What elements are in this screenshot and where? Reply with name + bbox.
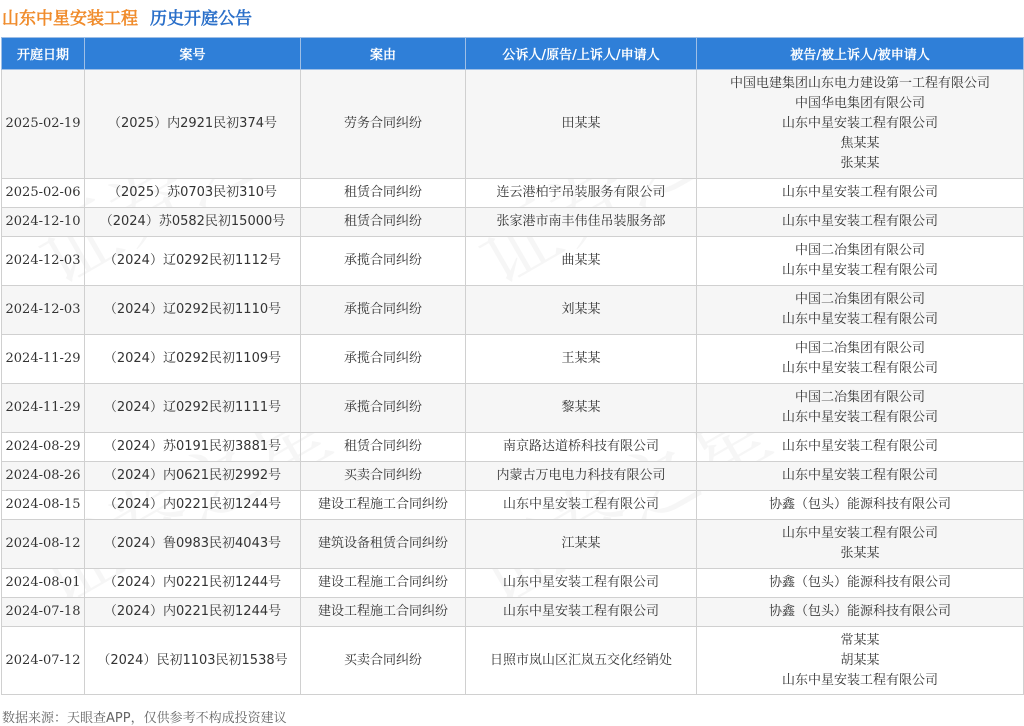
plaintiff-cell: 日照市岚山区汇岚五交化经销处 [466,627,697,695]
table-row [2,286,1024,335]
case-number-cell: （2025）内2921民初374号 [85,70,301,179]
plaintiff-cell: 南京路达道桥科技有限公司 [466,433,697,462]
court-announcements-table [1,37,1024,695]
defendant-cell [697,433,1024,462]
hearing-date-cell: 2024-12-03 [2,286,85,335]
table-row [2,569,1024,598]
hearing-date-cell: 2024-08-26 [2,462,85,491]
hearing-date-cell: 2024-08-29 [2,433,85,462]
column-header-case-number: 案号 [85,38,301,70]
hearing-date-cell: 2024-08-12 [2,520,85,569]
table-row [2,433,1024,462]
data-source-note: 数据来源：天眼查APP，仅供参考不构成投资建议 [2,711,287,726]
column-header-defendant: 被告/被上诉人/被申请人 [697,38,1024,70]
defendant-name: 协鑫（包头）能源科技有限公司 [768,575,951,590]
case-number-cell: （2024）辽0292民初1109号 [85,335,301,384]
table-row [2,520,1024,569]
defendant-name: 山东中星安装工程有限公司 [781,410,938,425]
plaintiff-cell: 山东中星安装工程有限公司 [466,569,697,598]
defendant-cell [697,384,1024,433]
table-row [2,70,1024,179]
table-row [2,237,1024,286]
defendant-name: 山东中星安装工程有限公司 [781,468,938,483]
defendant-name: 山东中星安装工程有限公司 [781,185,938,200]
defendant-name: 焦某某 [840,136,880,151]
defendant-name: 中国二冶集团有限公司 [794,243,925,258]
case-number-cell: （2024）苏0582民初15000号 [85,208,301,237]
table-row [2,598,1024,627]
defendant-cell [697,286,1024,335]
case-cause-cell: 建设工程施工合同纠纷 [301,491,466,520]
defendant-name: 山东中星安装工程有限公司 [781,672,938,688]
defendant-name: 中国电建集团山东电力建设第一工程有限公司 [729,76,990,91]
column-header-plaintiff: 公诉人/原告/上诉人/申请人 [466,38,697,70]
plaintiff-cell: 曲某某 [466,237,697,286]
case-number-cell: （2024）苏0191民初3881号 [85,433,301,462]
case-cause-cell: 租赁合同纠纷 [301,208,466,237]
defendant-cell [697,491,1024,520]
defendant-cell [697,335,1024,384]
defendant-cell [697,237,1024,286]
case-cause-cell: 租赁合同纠纷 [301,433,466,462]
table-row [2,491,1024,520]
case-number-cell: （2024）民初1103民初1538号 [85,627,301,695]
case-number-cell: （2024）内0221民初1244号 [85,569,301,598]
hearing-date-cell: 2025-02-06 [2,179,85,208]
case-cause-cell: 承揽合同纠纷 [301,237,466,286]
page-title: 历史开庭公告 [150,8,252,29]
defendant-cell [697,208,1024,237]
hearing-date-cell: 2025-02-19 [2,70,85,179]
case-cause-cell: 建设工程施工合同纠纷 [301,598,466,627]
case-number-cell: （2024）内0621民初2992号 [85,462,301,491]
hearing-date-cell: 2024-08-15 [2,491,85,520]
defendant-cell [697,520,1024,569]
plaintiff-cell: 黎某某 [466,384,697,433]
plaintiff-cell: 田某某 [466,70,697,179]
plaintiff-cell: 王某某 [466,335,697,384]
hearing-date-cell: 2024-08-01 [2,569,85,598]
defendant-name: 山东中星安装工程有限公司 [781,526,938,541]
plaintiff-cell: 山东中星安装工程有限公司 [466,598,697,627]
plaintiff-cell: 连云港柏宇吊装服务有限公司 [466,179,697,208]
case-cause-cell: 承揽合同纠纷 [301,384,466,433]
column-header-date: 开庭日期 [2,38,85,70]
defendant-name: 中国华电集团有限公司 [794,96,925,111]
table-header-row [2,38,1024,70]
defendant-cell [697,598,1024,627]
hearing-date-cell: 2024-11-29 [2,335,85,384]
hearing-date-cell: 2024-12-03 [2,237,85,286]
defendant-name: 中国二冶集团有限公司 [794,292,925,307]
defendant-name: 张某某 [840,546,880,561]
table-body [2,70,1024,695]
case-cause-cell: 承揽合同纠纷 [301,335,466,384]
hearing-date-cell: 2024-11-29 [2,384,85,433]
table-row [2,384,1024,433]
plaintiff-cell: 张家港市南丰伟佳吊装服务部 [466,208,697,237]
defendant-name: 山东中星安装工程有限公司 [781,439,938,454]
defendant-cell [697,179,1024,208]
defendant-name: 山东中星安装工程有限公司 [781,214,938,229]
defendant-name: 山东中星安装工程有限公司 [781,361,938,376]
table-row [2,208,1024,237]
plaintiff-cell: 刘某某 [466,286,697,335]
column-header-cause: 案由 [301,38,466,70]
table-row [2,179,1024,208]
plaintiff-cell: 山东中星安装工程有限公司 [466,491,697,520]
defendant-name: 山东中星安装工程有限公司 [781,116,938,131]
table-row [2,627,1024,695]
case-number-cell: （2024）辽0292民初1112号 [85,237,301,286]
table-row [2,335,1024,384]
case-number-cell: （2024）内0221民初1244号 [85,491,301,520]
hearing-date-cell: 2024-07-12 [2,627,85,695]
case-cause-cell: 买卖合同纠纷 [301,627,466,695]
defendant-name: 中国二冶集团有限公司 [794,390,925,405]
hearing-date-cell: 2024-07-18 [2,598,85,627]
defendant-name: 山东中星安装工程有限公司 [781,312,938,327]
defendant-name: 常某某 [840,632,880,648]
case-cause-cell: 建设工程施工合同纠纷 [301,569,466,598]
case-cause-cell: 劳务合同纠纷 [301,70,466,179]
case-cause-cell: 建筑设备租赁合同纠纷 [301,520,466,569]
defendant-cell [697,462,1024,491]
defendant-name: 胡某某 [840,652,880,668]
case-cause-cell: 承揽合同纠纷 [301,286,466,335]
table-row [2,462,1024,491]
company-name: 山东中星安装工程 [2,8,138,29]
defendant-name: 协鑫（包头）能源科技有限公司 [768,497,951,512]
page-header [0,0,1024,32]
defendant-name: 山东中星安装工程有限公司 [781,263,938,278]
case-cause-cell: 买卖合同纠纷 [301,462,466,491]
defendant-name: 协鑫（包头）能源科技有限公司 [768,604,951,619]
case-number-cell: （2025）苏0703民初310号 [85,179,301,208]
case-number-cell: （2024）鲁0983民初4043号 [85,520,301,569]
plaintiff-cell: 江某某 [466,520,697,569]
defendant-cell [697,569,1024,598]
defendant-name: 中国二冶集团有限公司 [794,341,925,356]
case-number-cell: （2024）内0221民初1244号 [85,598,301,627]
defendant-cell [697,70,1024,179]
hearing-date-cell: 2024-12-10 [2,208,85,237]
plaintiff-cell: 内蒙古万电电力科技有限公司 [466,462,697,491]
case-number-cell: （2024）辽0292民初1111号 [85,384,301,433]
defendant-cell [697,627,1024,695]
case-cause-cell: 租赁合同纠纷 [301,179,466,208]
defendant-name: 张某某 [840,156,880,171]
case-number-cell: （2024）辽0292民初1110号 [85,286,301,335]
